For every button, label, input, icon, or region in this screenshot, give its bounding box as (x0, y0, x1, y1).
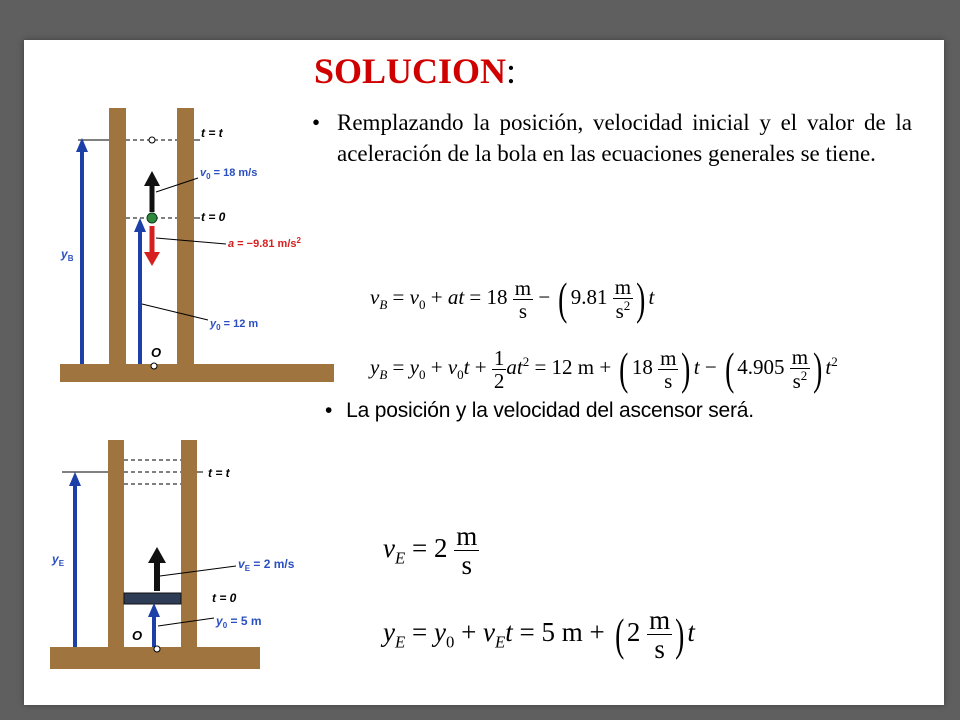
bullet-solution-intro (312, 107, 912, 169)
bullet-dot: • (325, 399, 333, 422)
origin-label: O (132, 628, 143, 643)
vE-label: $v_E = 2$ m/s (238, 557, 295, 573)
t-equals-t-label: t = t (201, 126, 223, 140)
bullet-text: Remplazando la posición, velocidad inicial y el valor de la aceleración de la bola en las ecuaciones generales se tiene. (337, 110, 912, 166)
t-equals-t-label: t = t (208, 466, 230, 480)
ball (147, 213, 157, 223)
equation-yB: $y_B = y_0 + v_0t$ + $\frac{1}{2}$ $at^2 = 12$ m + ( 18 $\frac{m}{s}$ ) t − ( 4.905 $\frac{m}{s^2}$ ) $t^2$ (370, 343, 838, 395)
accel-label: a = −9.81 $m/s^2$ (228, 236, 301, 250)
t-equals-0-label: t = 0 (212, 591, 237, 605)
equation-vE: $v_E = 2$ $\frac{m}{s}$ (383, 521, 478, 581)
right-wall (177, 108, 194, 365)
bullet-text: La posición y la velocidad del ascensor será. (346, 399, 754, 422)
ball-shaft-figure (58, 108, 338, 388)
origin-label: O (151, 345, 162, 360)
bullet-elevator (325, 399, 925, 423)
left-wall (108, 440, 124, 648)
left-wall (109, 108, 126, 365)
yB-label: $y_B$ (61, 247, 74, 263)
ground (60, 364, 334, 382)
elevator-platform (124, 593, 181, 604)
title-colon: : (506, 51, 517, 91)
y0-label: $y_0 = 5$ m (216, 614, 262, 630)
elevator-shaft-figure (50, 440, 330, 672)
equation-yE: $y_E = y_0 + v_Et = 5$ m + ( 2 $\frac{m}{s}$ ) t (383, 605, 695, 665)
right-wall (181, 440, 197, 648)
title-text: SOLUCION (314, 51, 507, 91)
equation-vB: $v_B = v_0$ + at = 18 $\frac{m}{s}$ − ( 9.81 $\frac{m}{s^2}$ ) t (370, 273, 655, 325)
v0-label: $v_0 = 18$ m/s (200, 167, 258, 181)
yE-label: $y_E$ (52, 552, 65, 568)
t-equals-0-label: t = 0 (201, 210, 226, 224)
y0-label: $y_0 = 12$ m (210, 318, 259, 332)
bullet-dot: • (312, 110, 321, 135)
slide-title (314, 50, 516, 92)
